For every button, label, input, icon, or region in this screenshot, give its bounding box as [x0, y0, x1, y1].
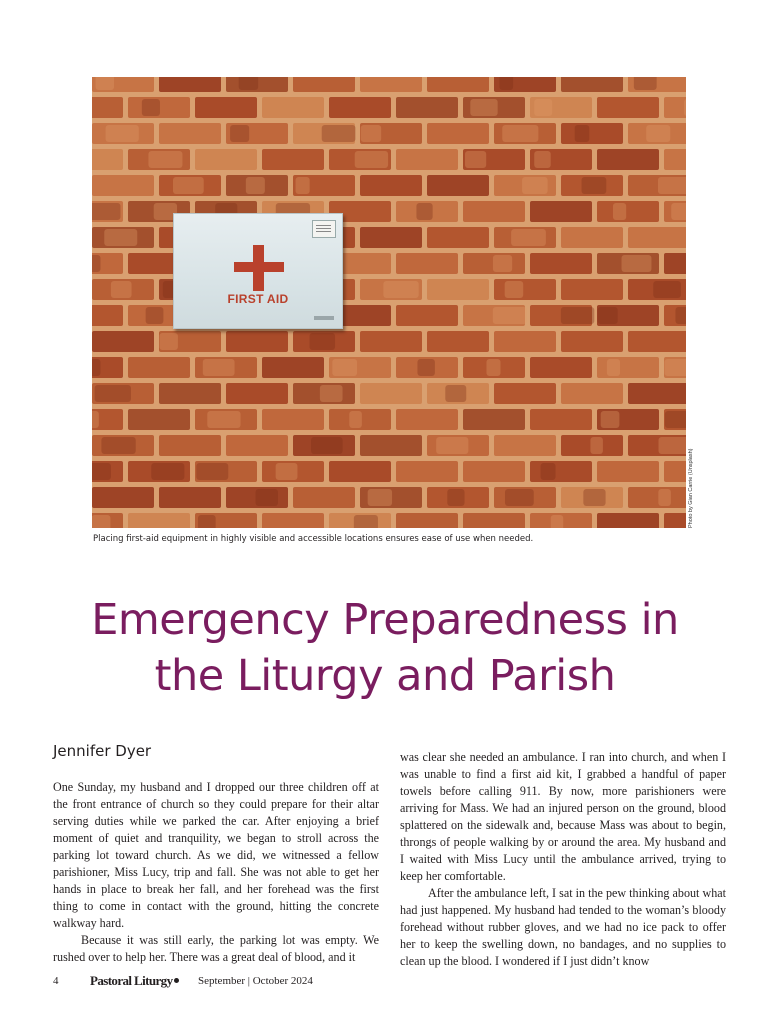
article-column-left — [53, 779, 379, 966]
page-number: 4 — [53, 975, 59, 987]
paragraph-2-continued: was clear she needed an ambulance. I ran into church, and when I was unable to find a first aid kit, I grabbed a handful of paper towels before calling 911. By now, more parishioners were arriving for Mass. We had an injured person on the ground, blood splattered on the sidewalk and, because Mass was about to begin, throngs of people walking by or around the area. My husband and I waited with Miss Lucy until the ambulance arrived, trying to keep her comfortable. — [400, 750, 726, 883]
photo-caption: Placing first-aid equipment in highly visible and accessible locations ensures ease of use when needed. — [93, 534, 534, 544]
paragraph-2: Because it was still early, the parking lot was empty. We rushed over to help her. There was a great deal of blood, and it — [53, 933, 379, 964]
first-aid-label: FIRST AID — [227, 292, 289, 306]
article-title — [40, 592, 730, 704]
magazine-logo — [90, 973, 179, 989]
magazine-name: Pastoral Liturgy — [90, 973, 173, 988]
article-title-line-2: the Liturgy and Parish — [154, 651, 616, 701]
box-small-label — [314, 316, 334, 320]
red-cross-icon — [234, 245, 284, 291]
issue-date: September | October 2024 — [198, 975, 313, 987]
article-title-line-1: Emergency Preparedness in — [91, 595, 679, 645]
photo-credit: Photo by Gian Carrie (Unsplash) — [688, 448, 694, 528]
paragraph-3: After the ambulance left, I sat in the pew thinking about what had just happened. My husband had tended to the woman’s bloody forehead without rubber gloves, and we had no ice pack to offer her to keep the swelling down, no bandages, and no supplies to clean up the blood. I wondered if I just didn’t know — [400, 886, 726, 968]
article-column-right — [400, 749, 726, 970]
paragraph-1: One Sunday, my husband and I dropped our three children off at the front entrance of church so they could prepare for their altar serving duties while we parked the car. After enjoying a brief moment of quiet and tranquility, we began to stroll across the parking lot toward church. As we did, we witnessed a fellow parishioner, Miss Lucy, trip and fall. She was not able to get her hands in place to break her fall, and her forehead was the first thing to come in contact with the ground, hitting the concrete walkway hard. — [53, 780, 379, 930]
author-byline: Jennifer Dyer — [53, 742, 152, 760]
logo-dot-icon — [174, 978, 179, 983]
first-aid-box — [173, 213, 343, 329]
box-sticker — [312, 220, 336, 238]
article-photo — [92, 77, 686, 528]
